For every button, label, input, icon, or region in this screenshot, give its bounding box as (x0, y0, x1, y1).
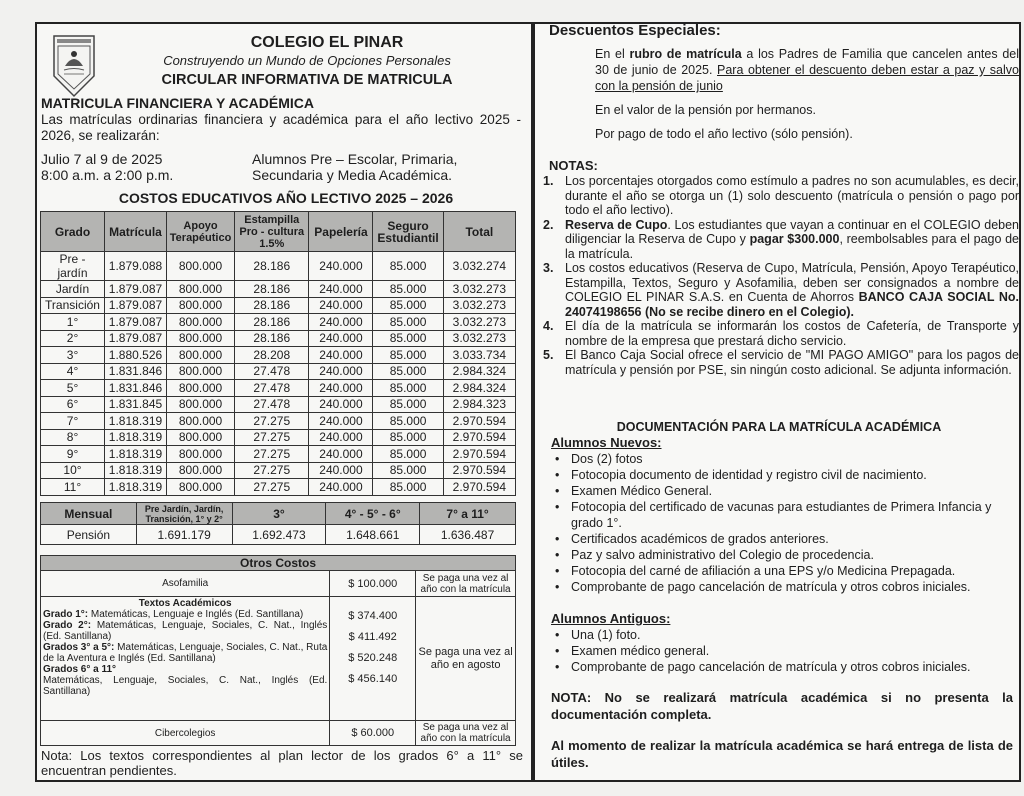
fee-table-body (41, 252, 516, 496)
fee-cell: 2.970.594 (443, 479, 515, 496)
students-line-2: Secundaria y Media Académica. (252, 167, 452, 183)
fee-cell: 240.000 (309, 297, 373, 314)
note-item (543, 218, 1019, 262)
fee-cell: 1.818.319 (105, 413, 167, 430)
cibercolegios-label: Cibercolegios (41, 721, 330, 746)
fee-table-row (41, 297, 516, 314)
note-text (565, 261, 1019, 319)
fee-cell: 27.275 (235, 479, 309, 496)
grade-cell: 9° (41, 446, 105, 463)
bullet-icon: • (555, 628, 560, 642)
fee-cell: 240.000 (309, 446, 373, 463)
fee-cell: 3.032.273 (443, 314, 515, 331)
document-item (555, 451, 1015, 467)
fee-cell: 1.831.846 (105, 380, 167, 397)
fee-cell: 2.984.324 (443, 363, 515, 380)
fee-cell: 3.032.273 (443, 330, 515, 347)
grade-cell: 7° (41, 413, 105, 430)
fee-cell: 800.000 (166, 429, 234, 446)
col-header: Estampilla Pro - cultura 1.5% (235, 212, 309, 252)
asofamilia-note: Se paga una vez al año con la matrícula (416, 571, 516, 597)
note-text-part: . Los estudiantes que vayan a continuar en el COLEGIO deben diligenciar la Reserva de Cupo y (565, 217, 1019, 246)
new-students-list (555, 451, 1015, 595)
document-item-text: Fotocopia del certificado de vacunas para estudiantes de Primera Infancia y grado 1°. (571, 500, 992, 530)
discount-text: a los Padres de Familia que cancelen antes del 30 de junio de 2025. (595, 47, 1019, 77)
document-item (555, 627, 1015, 643)
discount-item: Por pago de todo el año lectivo (sólo pensión). (595, 127, 853, 141)
fee-cell: 28.186 (235, 297, 309, 314)
pension-header (41, 503, 516, 525)
fee-cell: 800.000 (166, 297, 234, 314)
fee-cell: 1.831.846 (105, 363, 167, 380)
documentation-note: NOTA: No se realizará matrícula académica si no presenta la documentación completa. (551, 690, 1013, 722)
asofamilia-price: $ 100.000 (330, 571, 416, 597)
fee-cell: 28.208 (235, 347, 309, 364)
texts-item (43, 664, 327, 697)
fee-cell: 800.000 (166, 462, 234, 479)
fee-table-row (41, 252, 516, 281)
discounts-title: Descuentos Especiales: (549, 22, 721, 39)
students-line-1: Alumnos Pre – Escolar, Primaria, (252, 151, 458, 167)
texts-item (43, 620, 327, 642)
fee-cell: 3.032.274 (443, 252, 515, 281)
grade-cell: 10° (41, 462, 105, 479)
col-header: Apoyo Terapéutico (166, 212, 234, 252)
fee-cell: 1.879.088 (105, 252, 167, 281)
other-costs-table (40, 555, 516, 746)
col-header: 4° - 5° - 6° (326, 503, 420, 525)
col-header: Mensual (41, 503, 137, 525)
fee-table-row (41, 314, 516, 331)
fee-cell: 28.186 (235, 330, 309, 347)
fee-cell: 800.000 (166, 347, 234, 364)
note-bold: BANCO CAJA SOCIAL No. 24074198656 (No se recibe dinero en el Colegio). (565, 290, 1019, 319)
enrollment-hours: 8:00 a.m. a 2:00 p.m. (41, 167, 174, 183)
col-header: Grado (41, 212, 105, 252)
fee-cell: 1.879.087 (105, 297, 167, 314)
bullet-icon: • (555, 644, 560, 658)
bullet-icon: • (555, 532, 560, 546)
fee-cell: 240.000 (309, 347, 373, 364)
fee-cell: 240.000 (309, 380, 373, 397)
fee-table-row (41, 380, 516, 397)
fee-cell: 800.000 (166, 363, 234, 380)
discount-item (595, 46, 1019, 94)
fee-cell: 800.000 (166, 396, 234, 413)
document-item (555, 499, 1015, 531)
fee-cell: 800.000 (166, 479, 234, 496)
texts-desc: Matemáticas, Lenguaje, Sociales, C. Nat., Inglés (Ed. Santillana) (43, 675, 328, 697)
document-item-text: Fotocopia documento de identidad y registro civil de nacimiento. (571, 468, 927, 482)
grade-cell: Jardín (41, 281, 105, 298)
fee-cell: 1.818.319 (105, 462, 167, 479)
fee-cell: 240.000 (309, 462, 373, 479)
note-text: El día de la matrícula se informarán los costos de Cafetería, de Transporte y nombre de la empresa que prestará dicho servicio. (565, 319, 1019, 348)
fee-cell: 85.000 (373, 347, 443, 364)
grade-cell: 11° (41, 479, 105, 496)
fee-cell: 240.000 (309, 413, 373, 430)
grade-cell: 1° (41, 314, 105, 331)
document-item (555, 531, 1015, 547)
cibercolegios-price: $ 60.000 (330, 721, 416, 746)
fee-cell: 240.000 (309, 252, 373, 281)
fee-cell: 800.000 (166, 413, 234, 430)
fee-cell: 27.478 (235, 363, 309, 380)
fee-cell: 800.000 (166, 252, 234, 281)
bullet-icon: • (555, 452, 560, 466)
grade-cell: 3° (41, 347, 105, 364)
texts-prices (330, 597, 416, 721)
fee-cell: 1.879.087 (105, 281, 167, 298)
notes-list (543, 174, 1019, 377)
fee-cell: 1.831.845 (105, 396, 167, 413)
fee-cell: 240.000 (309, 429, 373, 446)
fee-cell: 85.000 (373, 396, 443, 413)
fee-cell: 85.000 (373, 252, 443, 281)
fee-cell: 28.186 (235, 281, 309, 298)
fee-cell: 85.000 (373, 314, 443, 331)
fee-table-header (41, 212, 516, 252)
fee-table-row (41, 413, 516, 430)
discount-text: En el (595, 47, 630, 61)
fee-cell: 85.000 (373, 330, 443, 347)
fee-cell: 85.000 (373, 429, 443, 446)
bullet-icon: • (555, 660, 560, 674)
fee-cell: 27.275 (235, 462, 309, 479)
fee-cell: 28.186 (235, 314, 309, 331)
document-item (555, 643, 1015, 659)
old-students-title: Alumnos Antiguos: (551, 611, 671, 626)
texts-note: Se paga una vez al año en agosto (416, 597, 516, 721)
fee-cell: 28.186 (235, 252, 309, 281)
fee-cell: 800.000 (166, 314, 234, 331)
fee-cell: 800.000 (166, 380, 234, 397)
fee-cell: 1.879.087 (105, 330, 167, 347)
old-students-list (555, 627, 1015, 675)
col-header: Pre Jardín, Jardín, Transición, 1° y 2° (136, 503, 232, 525)
texts-grade: Grado 2°: (43, 620, 92, 631)
fee-table-row (41, 462, 516, 479)
fee-cell: 3.032.273 (443, 281, 515, 298)
fee-table-row (41, 281, 516, 298)
note-text (565, 218, 1019, 262)
texts-row (41, 597, 516, 721)
bullet-icon: • (555, 500, 560, 514)
school-motto: Construyendo un Mundo de Opciones Personales (163, 53, 451, 68)
fee-table-row (41, 363, 516, 380)
documentation-title: DOCUMENTACIÓN PARA LA MATRÍCULA ACADÉMICA (616, 420, 942, 434)
texts-item (43, 642, 327, 664)
document-item-text: Examen médico general. (571, 644, 710, 658)
notes-title: NOTAS: (549, 158, 598, 173)
fee-cell: 27.275 (235, 446, 309, 463)
document-item-text: Dos (2) fotos (571, 452, 643, 466)
texts-desc: Matemáticas, Lenguaje, Sociales, C. Nat., Inglés (Ed. Santillana) (43, 620, 328, 642)
fee-table (40, 211, 516, 496)
fee-cell: 85.000 (373, 462, 443, 479)
fee-cell: 1.818.319 (105, 479, 167, 496)
col-header: 7° a 11° (420, 503, 516, 525)
document-item-text: Examen Médico General. (571, 484, 713, 498)
grade-cell: 6° (41, 396, 105, 413)
fee-cell: 800.000 (166, 330, 234, 347)
fee-cell: 800.000 (166, 281, 234, 298)
fee-cell: 240.000 (309, 330, 373, 347)
texts-description (41, 597, 330, 721)
document-item-text: Comprobante de pago cancelación de matrícula y otros cobros iniciales. (571, 580, 971, 594)
fee-cell: 800.000 (166, 446, 234, 463)
note-item (543, 319, 1019, 348)
discounts-list (595, 46, 1019, 150)
fee-cell: 1.880.526 (105, 347, 167, 364)
fee-cell: 2.970.594 (443, 446, 515, 463)
enrollment-section-title: MATRICULA FINANCIERA Y ACADÉMICA (41, 95, 314, 111)
col-header: 3° (232, 503, 326, 525)
discount-item: En el valor de la pensión por hermanos. (595, 103, 816, 117)
circular-title: CIRCULAR INFORMATIVA DE MATRICULA (161, 72, 453, 88)
bullet-icon: • (555, 468, 560, 482)
grade-cell: Pre - jardín (41, 252, 105, 281)
note-item (543, 261, 1019, 319)
other-costs-title: Otros Costos (41, 556, 516, 571)
fee-cell: 2.970.594 (443, 413, 515, 430)
fee-cell: 240.000 (309, 396, 373, 413)
cibercolegios-row (41, 721, 516, 746)
fee-cell: 85.000 (373, 281, 443, 298)
texts-price: $ 520.248 (348, 652, 398, 664)
texts-desc: Matemáticas, Lenguaje, Sociales, C. Nat., Ruta de la Aventura e Inglés (Ed. Santillana) (43, 642, 328, 664)
school-crest-icon (52, 34, 96, 98)
costs-title: COSTOS EDUCATIVOS AÑO LECTIVO 2025 – 2026 (118, 190, 454, 206)
texts-price: $ 456.140 (348, 673, 398, 685)
note-item (543, 348, 1019, 377)
enrollment-students (252, 151, 457, 183)
fee-cell: 85.000 (373, 380, 443, 397)
texts-item (43, 609, 327, 620)
document-item (555, 579, 1015, 595)
discount-condition: Para obtener el descuento deben estar a paz y salvo con la pensión de junio (595, 63, 1019, 93)
bullet-icon: • (555, 484, 560, 498)
note-number: 4. (543, 319, 554, 333)
fee-cell: 2.984.324 (443, 380, 515, 397)
fee-cell: 85.000 (373, 363, 443, 380)
fee-cell: 27.275 (235, 429, 309, 446)
bullet-icon: • (555, 548, 560, 562)
note-number: 5. (543, 348, 554, 362)
col-header: Papelería (309, 212, 373, 252)
fee-cell: 27.478 (235, 396, 309, 413)
fee-cell: 85.000 (373, 413, 443, 430)
school-name: COLEGIO EL PINAR (250, 34, 404, 51)
document-item (555, 467, 1015, 483)
fee-cell: 85.000 (373, 479, 443, 496)
fee-cell: 240.000 (309, 281, 373, 298)
fee-cell: 2.984.323 (443, 396, 515, 413)
fee-cell: 240.000 (309, 314, 373, 331)
enrollment-intro: Las matrículas ordinarias financiera y académica para el año lectivo 2025 - 2026, se realizarán: (41, 112, 521, 143)
enrollment-dates (41, 151, 173, 183)
fee-cell: 3.032.273 (443, 297, 515, 314)
note-text-part: Los costos educativos (Reserva de Cupo, Matrícula, Pensión, Apoyo Terapéutico, Estampilla, Textos, Seguro y Asofamilia, deben ser consignados a nombre de COLEGIO EL PINAR S.A.S. en Cuenta de Ahorros (565, 261, 1019, 304)
fee-cell: 3.033.734 (443, 347, 515, 364)
footer-note: Nota: Los textos correspondientes al plan lector de los grados 6° a 11° se encuentran pendientes. (41, 748, 523, 778)
note-number: 3. (543, 261, 554, 275)
fee-table-row (41, 479, 516, 496)
document-item (555, 563, 1015, 579)
pension-value: 1.691.179 (136, 525, 232, 545)
note-number: 1. (543, 174, 554, 188)
pension-row (41, 525, 516, 545)
document-item-text: Paz y salvo administrativo del Colegio de procedencia. (571, 548, 874, 562)
fee-table-row (41, 347, 516, 364)
fee-cell: 85.000 (373, 446, 443, 463)
col-header: Seguro Estudiantil (373, 212, 443, 252)
fee-cell: 240.000 (309, 479, 373, 496)
note-bold: Reserva de Cupo (565, 217, 668, 232)
left-panel (35, 22, 533, 782)
document-item-text: Fotocopia del carné de afiliación a una EPS y/o Medicina Prepagada. (571, 564, 956, 578)
fee-cell: 1.818.319 (105, 429, 167, 446)
fee-cell: 85.000 (373, 297, 443, 314)
document-item (555, 547, 1015, 563)
fee-cell: 27.478 (235, 380, 309, 397)
texts-title: Textos Académicos (138, 598, 232, 609)
document-item (555, 659, 1015, 675)
grade-cell: 4° (41, 363, 105, 380)
fee-cell: 2.970.594 (443, 429, 515, 446)
cibercolegios-note: Se paga una vez al año con la matrícula (416, 721, 516, 746)
document-item-text: Comprobante de pago cancelación de matrícula y otros cobros iniciales. (571, 660, 971, 674)
bullet-icon: • (555, 564, 560, 578)
fee-cell: 27.275 (235, 413, 309, 430)
document-item-text: Certificados académicos de grados anteriores. (571, 532, 829, 546)
note-text: Los porcentajes otorgados como estímulo a padres no son acumulables, es decir, durante el año se otorga un (1) solo descuento (matrícula o pensión o pago por todo el año lectivo). (565, 174, 1019, 217)
fee-cell: 1.818.319 (105, 446, 167, 463)
bullet-icon: • (555, 580, 560, 594)
note-text-part: , reembolsables para el pago de la matrícula. (565, 232, 1019, 261)
new-students-title: Alumnos Nuevos: (551, 435, 662, 450)
fee-table-row (41, 429, 516, 446)
note-item (543, 174, 1019, 218)
texts-grade: Grados 3° a 5°: (43, 642, 115, 653)
fee-cell: 1.879.087 (105, 314, 167, 331)
texts-price: $ 411.492 (348, 631, 397, 643)
note-bold: pagar $300.000 (749, 232, 840, 246)
col-header: Matrícula (105, 212, 167, 252)
texts-desc: Matemáticas, Lenguaje e Inglés (Ed. Santillana) (90, 609, 304, 620)
document-item (555, 483, 1015, 499)
fee-cell: 2.970.594 (443, 462, 515, 479)
fee-table-row (41, 330, 516, 347)
texts-price: $ 374.400 (348, 610, 398, 622)
discount-bold: rubro de matrícula (629, 47, 742, 61)
pension-value: 1.648.661 (326, 525, 420, 545)
texts-grade: Grado 1°: (43, 609, 89, 620)
fee-table-row (41, 446, 516, 463)
pension-value: 1.692.473 (232, 525, 326, 545)
right-panel (533, 22, 1021, 782)
pension-label: Pensión (41, 525, 137, 545)
note-text: El Banco Caja Social ofrece el servicio de "MI PAGO AMIGO" para los pagos de matrícula y pensión por PSE, sin ningún costo adicional. Se adjunta información. (565, 348, 1019, 377)
grade-cell: 5° (41, 380, 105, 397)
fee-cell: 240.000 (309, 363, 373, 380)
col-header: Total (443, 212, 515, 252)
grade-cell: 2° (41, 330, 105, 347)
note-number: 2. (543, 217, 554, 232)
pension-table (40, 502, 516, 545)
texts-grade: Grados 6° a 11° (43, 664, 117, 675)
pension-value: 1.636.487 (420, 525, 516, 545)
document-item-text: Una (1) foto. (571, 628, 641, 642)
fee-table-row (41, 396, 516, 413)
grade-cell: 8° (41, 429, 105, 446)
enrollment-date-range: Julio 7 al 9 de 2025 (41, 151, 163, 167)
grade-cell: Transición (41, 297, 105, 314)
asofamilia-row (41, 571, 516, 597)
supplies-note: Al momento de realizar la matrícula académica se hará entrega de lista de útiles. (551, 738, 1013, 770)
asofamilia-label: Asofamilia (41, 571, 330, 597)
